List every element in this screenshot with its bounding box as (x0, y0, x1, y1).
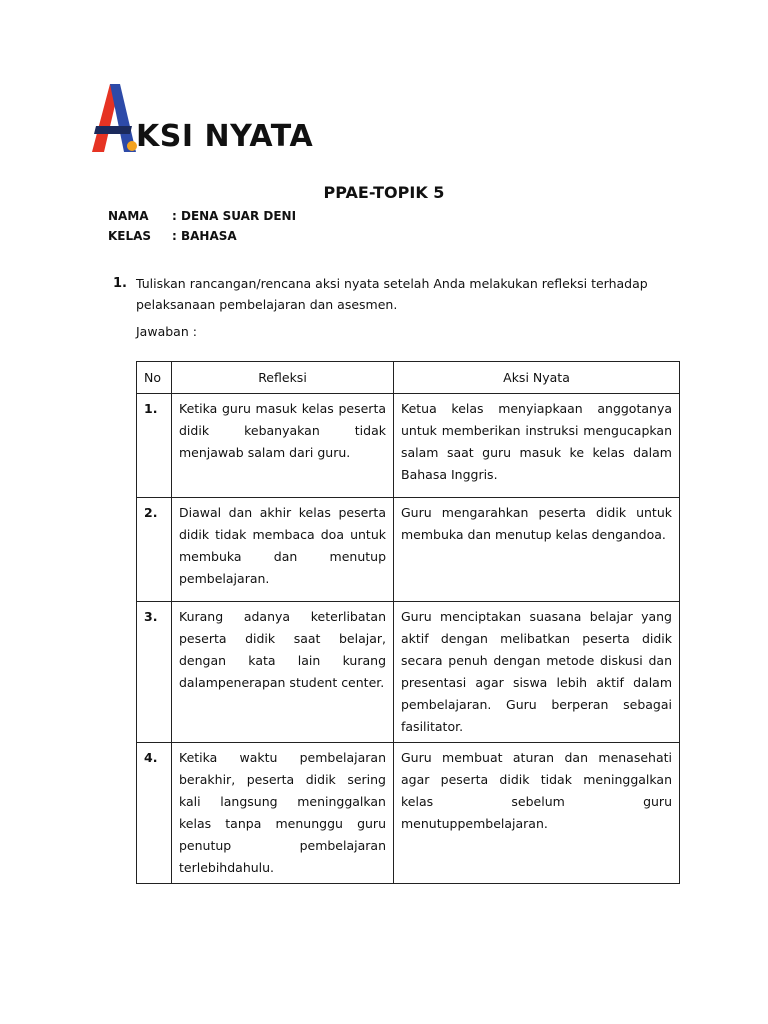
logo-text: KSI NYATA (136, 119, 314, 154)
info-row-kelas (108, 226, 296, 246)
info-label: KELAS (108, 229, 152, 243)
info-value: : BAHASA (172, 229, 237, 243)
row-aksi-nyata: Guru mengarahkan peserta didik untuk membuka dan menutup kelas dengandoa. (394, 498, 680, 602)
table-row (137, 394, 680, 498)
row-aksi-nyata: Guru menciptakan suasana belajar yang aktif dengan melibatkan peserta didik secara penuh dengan metode diskusi dan presentasi agar siswa lebih aktif dalam pembelajaran. Guru berperan sebagai fasilitator. (394, 602, 680, 743)
info-value: : DENA SUAR DENI (172, 209, 297, 223)
answer-label: Jawaban : (136, 324, 197, 339)
table-header-row (137, 362, 680, 394)
student-info (108, 206, 296, 246)
row-refleksi: Diawal dan akhir kelas peserta didik tidak membaca doa untuk membuka dan menutup pembelajaran. (172, 498, 394, 602)
row-number: 1. (137, 394, 172, 498)
table-row (137, 498, 680, 602)
row-aksi-nyata: Ketua kelas menyiapkaan anggotanya untuk memberikan instruksi mengucapkan salam saat guru masuk ke kelas dalam Bahasa Inggris. (394, 394, 680, 498)
row-refleksi: Ketika waktu pembelajaran berakhir, peserta didik sering kali langsung meninggalkan kelas tanpa menunggu guru penutup pembelajaran terlebihdahulu. (172, 743, 394, 884)
logo (90, 82, 314, 154)
page-title: PPAE-TOPIK 5 (323, 183, 445, 202)
row-number: 2. (137, 498, 172, 602)
info-row-nama (108, 206, 296, 226)
question-text: Tuliskan rancangan/rencana aksi nyata setelah Anda melakukan refleksi terhadap pelaksanaan pembelajaran dan asesmen. (136, 276, 648, 312)
row-number: 4. (137, 743, 172, 884)
row-number: 3. (137, 602, 172, 743)
row-aksi-nyata: Guru membuat aturan dan menasehati agar peserta didik tidak meninggalkan kelas sebelum guru menutuppembelajaran. (394, 743, 680, 884)
question-number: 1. (113, 276, 127, 291)
reflection-table (136, 361, 680, 884)
table-row (137, 602, 680, 743)
row-refleksi: Ketika guru masuk kelas peserta didik kebanyakan tidak menjawab salam dari guru. (172, 394, 394, 498)
header-no: No (137, 362, 172, 394)
row-refleksi: Kurang adanya keterlibatan peserta didik saat belajar, dengan kata lain kurang dalampenerapan student center. (172, 602, 394, 743)
header-aksi-nyata: Aksi Nyata (394, 362, 680, 394)
header-refleksi: Refleksi (172, 362, 394, 394)
table-row (137, 743, 680, 884)
info-label: NAMA (108, 209, 149, 223)
